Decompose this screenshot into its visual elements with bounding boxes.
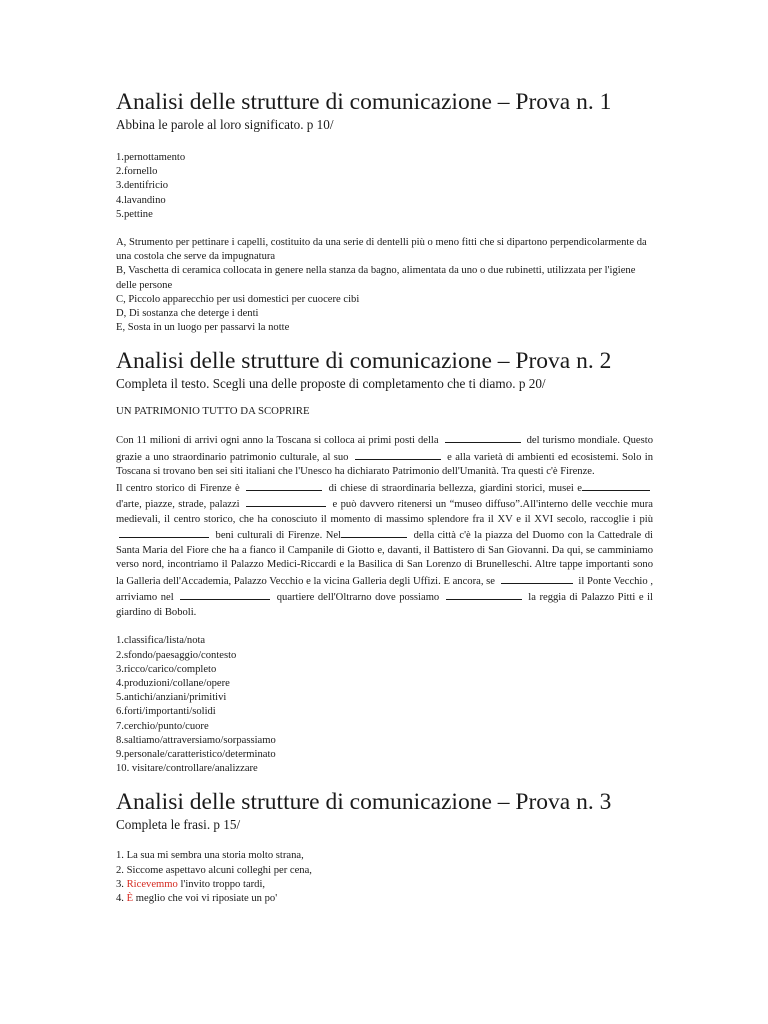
list-item: 4.produzioni/collane/opere: [116, 678, 230, 690]
list-item: 8.saltiamo/attraversiamo/sorpassiamo: [116, 734, 276, 746]
definition-item: D, Di sostanza che deterge i denti: [116, 308, 259, 320]
list-item: 3.dentifricio: [116, 180, 169, 192]
passage: [116, 432, 653, 620]
blank-8: [501, 573, 573, 584]
list-item: 2. Siccome aspettavo alcuni colleghi per cena,: [116, 864, 312, 876]
blank-4: [582, 480, 650, 491]
list-item: 9.personale/caratteristico/determinato: [116, 749, 276, 761]
blank-1: [445, 432, 521, 443]
blank-9: [180, 589, 270, 600]
section1-title: Analisi delle strutture di comunicazione – Prova n. 1: [116, 89, 612, 115]
list-item: 5.pettine: [116, 208, 153, 220]
section2-options-list: [116, 634, 653, 776]
section3-title: Analisi delle strutture di comunicazione – Prova n. 3: [116, 789, 612, 816]
blank-7: [341, 527, 407, 538]
list-item: 7.cerchio/punto/cuore: [116, 720, 209, 732]
section1-definitions: [116, 236, 653, 335]
section1-word-list: [116, 151, 653, 222]
list-item: 3. Ricevemmo l'invito troppo tardi,: [116, 878, 266, 890]
list-item: 10. visitare/controllare/analizzare: [116, 763, 258, 775]
passage-paragraph-2: Il centro storico di Firenze è di chiese di straordinaria bellezza, giardini storici, musei e d'arte, piazze, strade, palazzi e può davvero ritenersi un “museo diffuso”.All'interno delle vecchie mura medievali, il centro storico, che ha conosciuto il momento di massimo splendore fra il XV e il XVI secolo, raccoglie i più beni culturali di Firenze. Nel della città c'è la piazza del Duomo con la Cattedrale di Santa Maria del Fiore che ha a fianco il Campanile di Giotto e, davanti, il Battistero di San Giovanni. Da qui, se camminiamo verso nord, incontriamo il Palazzo Medici-Riccardi e la Basilica di San Lorenzo di Brunelleschi. Altre tappe importanti sono la Galleria dell'Accademia, Palazzo Vecchio e la vicina Galleria degli Uffizi. E ancora, se il Ponte Vecchio , arriviamo nel quartiere dell'Oltrarno dove possiamo la reggia di Palazzo Pitti e il giardino di Boboli.: [116, 480, 653, 621]
passage-heading: UN PATRIMONIO TUTTO DA SCOPRIRE: [116, 405, 310, 418]
definition-item: E, Sosta in un luogo per passarvi la notte: [116, 322, 290, 334]
section2-subtitle: Completa il testo. Scegli una delle proposte di completamento che ti diamo. p 20/: [116, 376, 546, 392]
definition-item: A, Strumento per pettinare i capelli, costituito da una serie di dentelli più o meno fitti che si dipartono perpendicolarmente da una costola che serve da impugnatura: [116, 237, 647, 263]
section3-sentence-list: [116, 849, 653, 906]
blank-2: [355, 449, 441, 460]
list-item: 6.forti/importanti/solidi: [116, 706, 216, 718]
list-item: 1.pernottamento: [116, 152, 186, 163]
definition-item: B, Vaschetta di ceramica collocata in genere nella stanza da bagno, alimentata da uno o due rubinetti, utilizzata per l'igiene delle persone: [116, 265, 636, 291]
document-page: [116, 88, 653, 906]
blank-3: [246, 480, 322, 491]
answer-highlight: Ricevemmo: [126, 878, 178, 890]
passage-paragraph-1: Con 11 milioni di arrivi ogni anno la Toscana si colloca ai primi posti della del turismo mondiale. Questo grazie a uno straordinario patrimonio culturale, al suo e alla varietà di ambienti ed ecosistemi. Solo in Toscana si trovano ben sei siti italiani che l'Unesco ha dichiarato Patrimonio dell'Umanità. Tra questi c'è Firenze.: [116, 432, 653, 480]
definition-item: C, Piccolo apparecchio per usi domestici per cuocere cibi: [116, 293, 360, 305]
blank-10: [446, 589, 522, 600]
list-item: 3.ricco/carico/completo: [116, 663, 217, 675]
section1-subtitle: Abbina le parole al loro significato. p 10/: [116, 117, 334, 132]
blank-6: [119, 527, 209, 538]
list-item: 2.sfondo/paesaggio/contesto: [116, 649, 237, 661]
list-item: 2.fornello: [116, 166, 158, 178]
answer-highlight: È: [126, 893, 134, 905]
blank-5: [246, 496, 326, 507]
list-item: 1.classifica/lista/nota: [116, 635, 206, 647]
section3-subtitle: Completa le frasi. p 15/: [116, 817, 241, 833]
list-item: 1. La sua mi sembra una storia molto strana,: [116, 850, 304, 862]
section2-title: Analisi delle strutture di comunicazione – Prova n. 2: [116, 348, 612, 375]
list-item: 4. È meglio che voi vi riposiate un po': [116, 893, 278, 905]
list-item: 5.antichi/anziani/primitivi: [116, 692, 227, 704]
list-item: 4.lavandino: [116, 194, 166, 206]
